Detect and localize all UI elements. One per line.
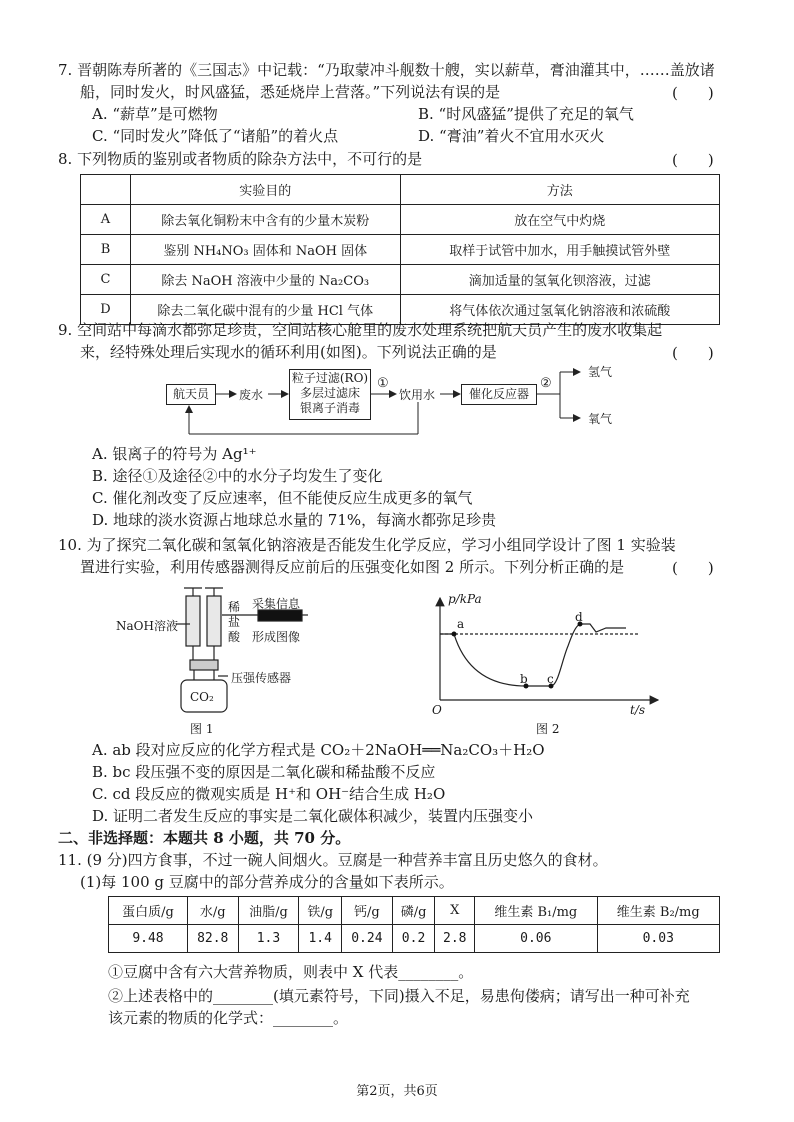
- q11-value-fat: 1.3: [238, 925, 299, 953]
- q10-option-a: A. ab 段对应反应的化学方程式是 CO₂＋2NaOH══Na₂CO₃＋H₂O: [92, 741, 545, 759]
- acid-char-1: 稀: [228, 600, 241, 614]
- q7-option-d: D. “膏油”着火不宜用水灭火: [418, 127, 605, 145]
- q8-row-purpose: 除去氧化铜粉末中含有的少量木炭粉: [130, 205, 400, 235]
- q9-answer-paren: ( ): [672, 344, 714, 362]
- pressure-sensor-label: 压强传感器: [231, 671, 292, 685]
- q11-stem: 11. (9 分)四方食事，不过一碗人间烟火。豆腐是一种营养丰富且历史悠久的食材。: [58, 851, 608, 869]
- fig2-origin-label: O: [432, 703, 442, 717]
- q11-question-2-line1: ②上述表格中的________(填元素符号，下同)摄入不足，易患佝偻病；请写出一种可补充: [108, 987, 690, 1005]
- table-row: [109, 925, 720, 953]
- wastewater-label: 废水: [239, 388, 264, 402]
- q11-value-vitamin-b1: 0.06: [475, 925, 597, 953]
- q7-answer-paren: ( ): [672, 84, 714, 102]
- q10-option-b: B. bc 段压强不变的原因是二氧化碳和稀盐酸不反应: [92, 763, 436, 781]
- q11-question-2-line2: 该元素的物质的化学式：________。: [108, 1009, 349, 1027]
- q11-sub1: (1)每 100 g 豆腐中的部分营养成分的含量如下表所示。: [80, 873, 454, 891]
- q10-option-c: C. cd 段反应的微观实质是 H⁺和 OH⁻结合生成 H₂O: [92, 785, 446, 803]
- fig2-point-a: [452, 632, 457, 637]
- q10-stem-line2: 置进行实验，利用传感器测得反应前后的压强变化如图 2 所示。下列分析正确的是: [80, 558, 625, 576]
- q8-row-purpose: 除去二氧化碳中混有的少量 HCl 气体: [130, 295, 400, 325]
- q8-stem: 8. 下列物质的鉴别或者物质的除杂方法中，不可行的是: [58, 150, 423, 168]
- q11-value-protein: 9.48: [109, 925, 188, 953]
- q11-header-vitamin-b2: 维生素 B₂/mg: [597, 897, 719, 925]
- acid-char-2: 盐: [228, 615, 241, 629]
- acid-char-3: 酸: [228, 630, 241, 644]
- q8-row-label: A: [81, 205, 131, 235]
- q9-option-b: B. 途径①及途径②中的水分子均发生了变化: [92, 467, 383, 485]
- fig2-pressure-curve: [440, 624, 626, 686]
- q9-option-d: D. 地球的淡水资源占地球总水量的 71%，每滴水都弥足珍贵: [92, 511, 497, 529]
- fig2-caption: 图 2: [536, 722, 560, 736]
- q11-value-calcium: 0.24: [342, 925, 393, 953]
- q7-stem-line2: 船，同时发火，时风盛猛，悉延烧岸上营落。”下列说法有误的是: [80, 83, 501, 101]
- hydrogen-label: 氢气: [588, 365, 613, 379]
- q11-header-protein: 蛋白质/g: [109, 897, 188, 925]
- q8-row-label: C: [81, 265, 131, 295]
- q7-option-c: C. “同时发火”降低了“诸船”的着火点: [92, 127, 339, 145]
- step-1-marker: ①: [377, 376, 389, 391]
- q11-header-vitamin-b1: 维生素 B₁/mg: [475, 897, 597, 925]
- drinking-water-label: 饮用水: [399, 388, 436, 402]
- oxygen-label: 氧气: [588, 412, 613, 426]
- page-number-footer: 第2页，共6页: [356, 1084, 438, 1099]
- q8-row-method: 放在空气中灼烧: [400, 205, 719, 235]
- q11-value-iron: 1.4: [299, 925, 342, 953]
- q11-nutrition-table: [108, 896, 720, 953]
- process-ro: 粒子过滤(RO): [291, 371, 369, 385]
- q11-question-1: ①豆腐中含有六大营养物质，则表中 X 代表________。: [108, 963, 474, 981]
- q8-row-method: 滴加适量的氢氧化钡溶液，过滤: [400, 265, 719, 295]
- q9-option-c: C. 催化剂改变了反应速率，但不能使反应生成更多的氧气: [92, 489, 473, 507]
- step-2-marker: ②: [540, 376, 552, 391]
- q11-header-iron: 铁/g: [299, 897, 342, 925]
- catalytic-reactor-box: 催化反应器: [461, 384, 537, 405]
- q11-header-fat: 油脂/g: [238, 897, 299, 925]
- q9-option-a: A. 银离子的符号为 Ag¹⁺: [92, 445, 257, 463]
- q11-value-vitamin-b2: 0.03: [597, 925, 719, 953]
- q8-row-label: B: [81, 235, 131, 265]
- q8-row-method: 取样于试管中加水，用手触摸试管外壁: [400, 235, 719, 265]
- fig1-caption: 图 1: [190, 722, 214, 736]
- q8-row-method: 将气体依次通过氢氧化钠溶液和浓硫酸: [400, 295, 719, 325]
- q7-option-b: B. “时风盛猛”提供了充足的氧气: [418, 105, 634, 123]
- q8-row-label: D: [81, 295, 131, 325]
- q8-header-purpose: 实验目的: [130, 175, 400, 205]
- section-2-heading: 二、非选择题：本题共 8 小题，共 70 分。: [58, 829, 351, 847]
- q11-value-phosphorus: 0.2: [392, 925, 435, 953]
- q10-option-d: D. 证明二者发生反应的事实是二氧化碳体积减少，装置内压强变小: [92, 807, 534, 825]
- form-image-label: 形成图像: [252, 630, 301, 644]
- astronaut-box: 航天员: [166, 384, 216, 405]
- q7-stem-line1: 7. 晋朝陈寿所著的《三国志》中记载：“乃取蒙冲斗舰数十艘，实以薪草，膏油灌其中，……盖放诸: [58, 61, 715, 79]
- q10-answer-paren: ( ): [672, 559, 714, 577]
- q11-header-x: X: [435, 897, 475, 925]
- q8-row-purpose: 鉴别 NH₄NO₃ 固体和 NaOH 固体: [130, 235, 400, 265]
- q11-table-header-row: [109, 897, 720, 925]
- fig2-point-d-label: d: [575, 610, 583, 624]
- co2-label: CO₂: [190, 690, 214, 704]
- q11-value-water: 82.8: [187, 925, 238, 953]
- fig2-point-a-label: a: [457, 617, 465, 631]
- q11-header-calcium: 钙/g: [342, 897, 393, 925]
- q9-stem-line2: 来，经特殊处理后实现水的循环利用(如图)。下列说法正确的是: [80, 343, 497, 361]
- q8-answer-paren: ( ): [672, 151, 714, 169]
- collect-info-label: 采集信息: [252, 597, 301, 611]
- q11-header-water: 水/g: [187, 897, 238, 925]
- naoh-solution-label: NaOH溶液: [116, 619, 178, 633]
- process-silver-ion: 银离子消毒: [299, 401, 360, 415]
- q8-header-method: 方法: [400, 175, 719, 205]
- q8-row-purpose: 除去 NaOH 溶液中少量的 Na₂CO₃: [130, 265, 400, 295]
- fig2-point-b-label: b: [520, 672, 528, 686]
- q9-stem-line1: 9. 空间站中每滴水都弥足珍贵，空间站核心舱里的废水处理系统把航天员产生的废水收集起: [58, 321, 663, 339]
- q11-header-phosphorus: 磷/g: [392, 897, 435, 925]
- q10-stem-line1: 10. 为了探究二氧化碳和氢氧化钠溶液是否能发生化学反应，学习小组同学设计了图 1 实验装: [58, 536, 676, 554]
- fig2-x-label: t/s: [630, 703, 646, 717]
- process-filter-bed: 多层过滤床: [299, 386, 360, 400]
- q11-value-x: 2.8: [435, 925, 475, 953]
- fig2-y-label: p/kPa: [448, 592, 482, 606]
- fig2-point-c-label: c: [547, 672, 554, 686]
- q7-option-a: A. “薪草”是可燃物: [92, 105, 218, 123]
